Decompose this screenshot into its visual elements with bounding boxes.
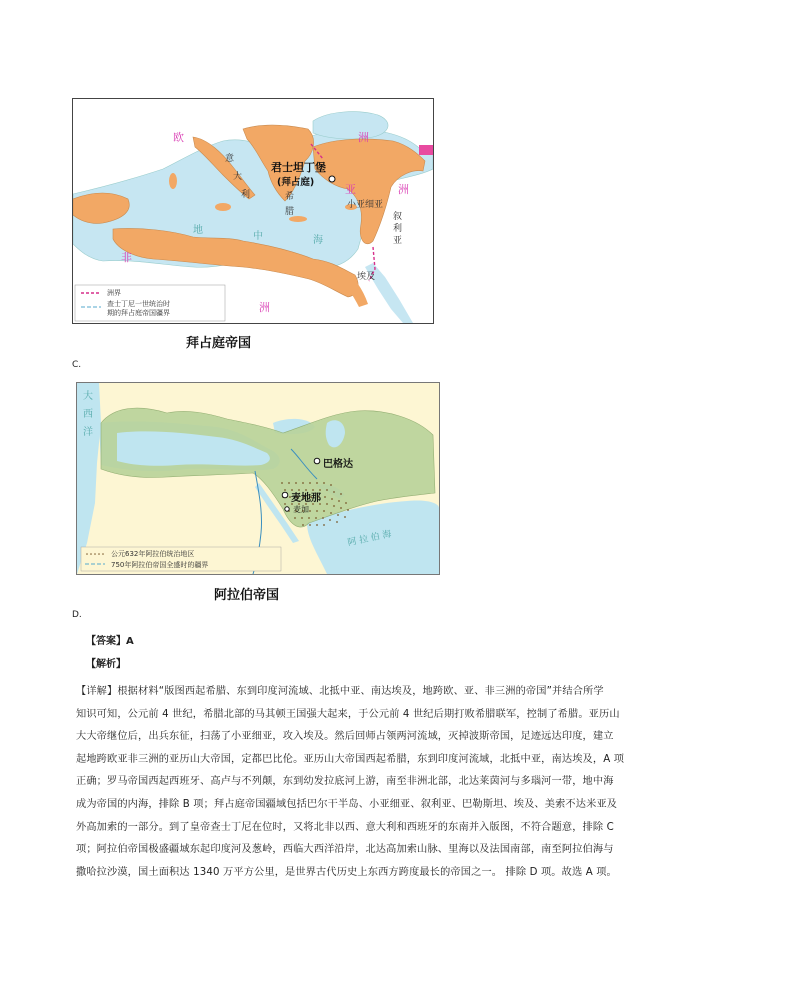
label-greece-1: 希 [285,192,295,202]
label-byzantium: (拜占庭) [277,177,315,188]
legend-border-label-2: 期的拜占庭帝国疆界 [107,309,170,317]
option-d-label: D. [72,610,82,620]
answer-label: 【答案】A [86,636,134,647]
byzantine-empire-map [72,98,434,324]
arab-map-svg [77,383,439,574]
mecca-marker [285,507,289,511]
label-syria-3: 亚 [393,236,403,246]
analysis-line: 【详解】根据材料“版图西起希腊、东到印度河流域、北抵中亚、南达埃及，地跨欧、亚、非三洲的帝国”并结合所学 [76,686,604,697]
byzantine-map-svg [73,99,433,323]
label-egypt: 埃及 [357,272,376,282]
map2-caption: 阿拉伯帝国 [214,588,280,603]
label-asia-minor: 小亚细亚 [347,200,384,210]
map1-caption: 拜占庭帝国 [186,336,252,351]
label-italy-3: 利 [241,190,251,200]
analysis-line: 撒哈拉沙漠，国土面积达 1340 万平方公里，是世界古代历史上东西方跨度最长的帝国之一。 排除 D 项。故选 A 项。 [76,866,617,878]
analysis-paragraph [76,681,672,884]
label-medina: 麦地那 [291,493,321,504]
label-atlantic-3: 洋 [83,427,93,438]
legend-continent-label: 洲界 [107,289,121,297]
label-sea-3: 海 [313,235,323,246]
label-sea-2: 中 [253,231,263,242]
label-africa-2: 洲 [259,301,270,314]
label-atlantic-1: 大 [83,391,93,402]
label-constantinople: 君士坦丁堡 [271,161,326,174]
analysis-line: 大大帝继位后，出兵东征，扫荡了小亚细亚，攻入埃及。然后回师占领两河流域，灭掉波斯帝国，足迹远达印度，建立 [76,731,614,743]
map-corner-mark [419,145,433,155]
analysis-line: 成为帝国的内海，排除 B 项；拜占庭帝国疆域包括巴尔干半岛、小亚细亚、叙利亚、巴勒斯坦、埃及、美索不达米亚及 [76,798,618,810]
constantinople-marker [329,176,335,182]
black-sea [313,112,388,139]
analysis-label: 【解析】 [86,659,126,670]
legend-632-label: 公元632年阿拉伯统治地区 [111,550,195,558]
label-sea-1: 地 [193,225,203,236]
baghdad-marker [314,458,320,464]
legend-border-label-1: 查士丁尼一世统治时 [107,300,170,308]
analysis-line: 项；阿拉伯帝国极盛疆域东起印度河及葱岭，西临大西洋沿岸，北达高加索山脉、里海以及法国南部，南至阿拉伯海与 [76,844,614,856]
label-europe-1: 欧 [173,131,184,144]
analysis-line: 起地跨欧亚非三洲的亚历山大帝国，定都巴比伦。亚历山大帝国西起希腊，东到印度河流域，北抵中亚，南达埃及，A 项 [76,753,625,765]
medina-marker [282,492,288,498]
label-atlantic-2: 西 [83,409,93,420]
label-greece-2: 腊 [285,207,295,217]
label-asia-1: 亚 [345,183,356,196]
analysis-line: 外高加索的一部分。到了皇帝查士丁尼在位时，又将北非以西、意大利和西班牙的东南并入版图，不符合题意，排除 C [76,821,614,833]
label-asia-2: 洲 [398,183,409,196]
analysis-line: 知识可知，公元前 4 世纪，希腊北部的马其顿王国强大起来，于公元前 4 世纪后期打败希腊联军，控制了希腊。亚历山 [76,708,620,720]
analysis-line: 正确；罗马帝国西起西班牙、高卢与不列颠，东到幼发拉底河上游，南至非洲北部，北达莱茵河与多瑙河一带，地中海 [76,776,614,788]
island-sicily [215,203,231,211]
label-italy-2: 大 [233,172,243,182]
label-baghdad: 巴格达 [323,459,353,470]
label-syria-2: 利 [393,224,403,234]
label-italy-1: 意 [225,154,235,164]
arab-empire-map [76,382,440,575]
label-mecca: 麦加 [293,505,309,514]
label-syria-1: 叙 [393,212,403,222]
option-c-label: C. [72,360,82,370]
label-africa-1: 非 [121,251,132,264]
label-europe-2: 洲 [358,131,369,144]
island-sardinia [169,173,177,189]
legend-750-label: 750年阿拉伯帝国全盛时的疆界 [111,561,209,569]
label-arabian-sea: 阿 拉 伯 海 [346,529,393,549]
